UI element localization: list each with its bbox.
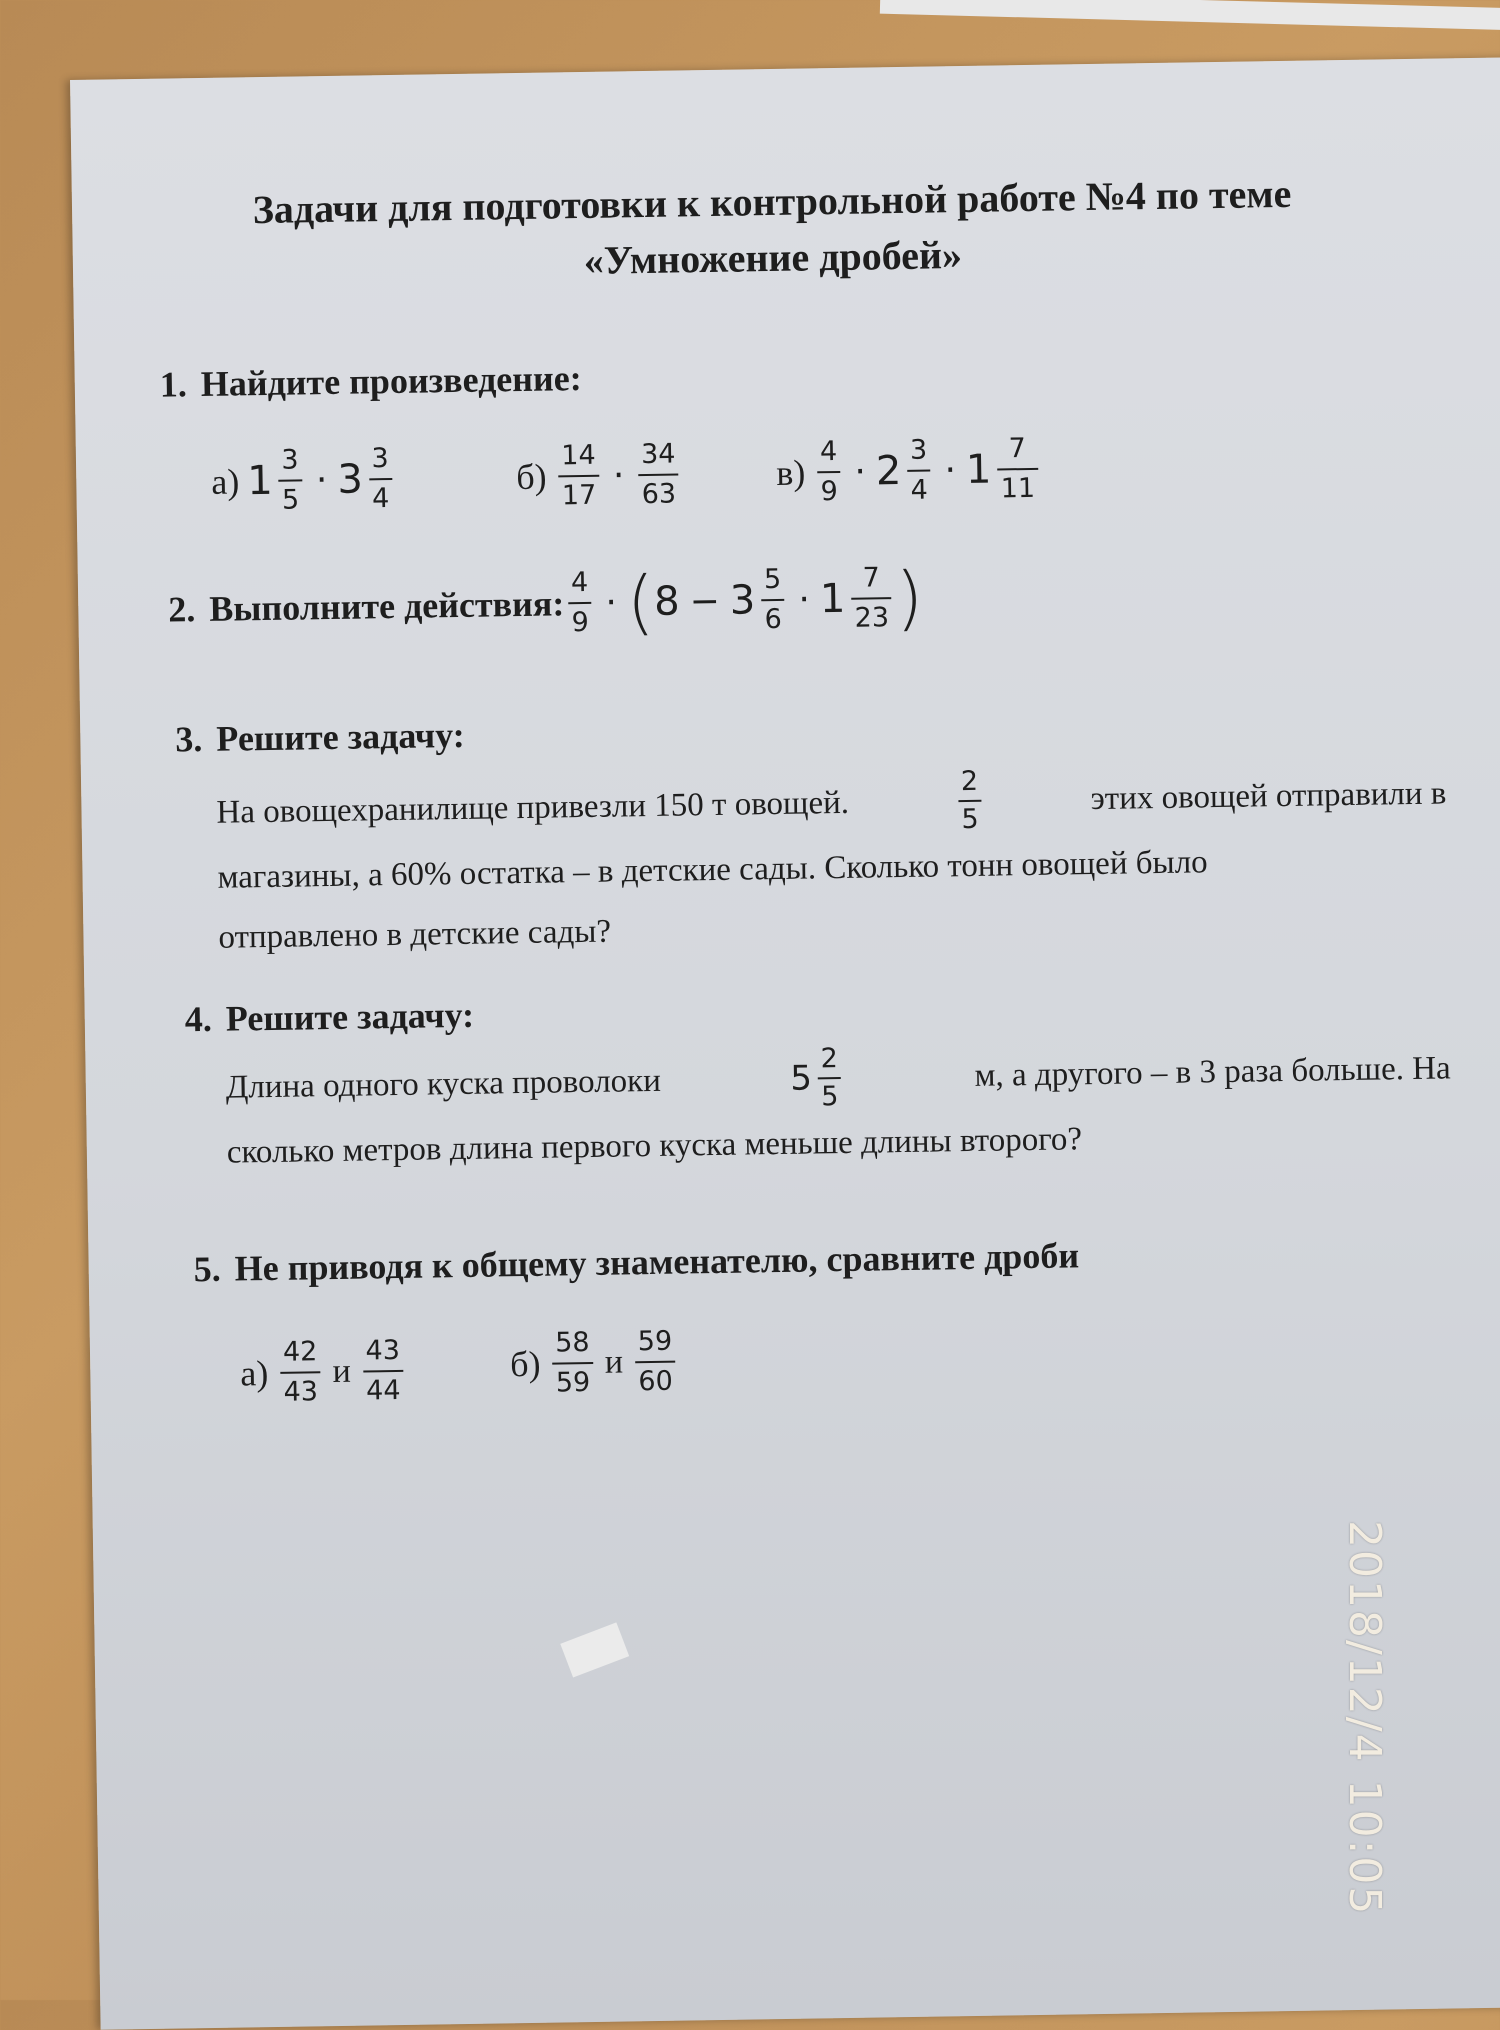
multiply-sign: · bbox=[854, 451, 867, 493]
numerator: 2 bbox=[820, 1043, 839, 1075]
denominator: 9 bbox=[571, 606, 589, 639]
whole-part: 1 bbox=[965, 446, 992, 493]
numerator: 7 bbox=[862, 562, 881, 594]
fraction bbox=[997, 433, 1038, 506]
task-4-text-part-2: м, а другого – в 3 раза больше. На bbox=[974, 1050, 1451, 1094]
fraction bbox=[817, 1044, 841, 1112]
fraction-bar bbox=[958, 800, 981, 802]
title-line-2: «Умножение дробей» bbox=[583, 232, 963, 283]
denominator: 5 bbox=[961, 803, 979, 836]
denominator: 17 bbox=[561, 479, 597, 512]
numerator: 2 bbox=[960, 765, 979, 798]
task-5a-expression bbox=[240, 1335, 408, 1410]
conjunction-and: и bbox=[332, 1352, 352, 1391]
fraction bbox=[635, 1326, 676, 1399]
worksheet-page bbox=[70, 57, 1500, 2029]
fraction-bar bbox=[559, 475, 599, 478]
number-eight: 8 bbox=[653, 578, 681, 625]
fraction bbox=[278, 444, 302, 516]
left-parenthesis: ( bbox=[626, 560, 655, 644]
whole-part: 5 bbox=[789, 1058, 813, 1099]
page-title bbox=[172, 165, 1374, 296]
task-4-mixed-number bbox=[790, 1044, 846, 1113]
numerator: 14 bbox=[561, 439, 596, 472]
task-1b-expression bbox=[516, 438, 684, 513]
denominator: 11 bbox=[1000, 472, 1036, 505]
task-4-text-part-1: Длина одного куска проволоки bbox=[225, 1062, 662, 1106]
task-5-heading bbox=[193, 1234, 1079, 1290]
numerator: 4 bbox=[570, 566, 589, 599]
task-4-line-2: сколько метров длина первого куска меньше длины второго? bbox=[226, 1121, 1083, 1171]
numerator: 58 bbox=[554, 1326, 590, 1359]
task-3-line-2: магазины, а 60% остатка – в детские сады. Сколько тонн овощей было bbox=[217, 844, 1208, 896]
right-parenthesis: ) bbox=[895, 556, 924, 640]
multiply-sign: · bbox=[605, 581, 618, 624]
fraction bbox=[817, 436, 841, 508]
fraction-bar bbox=[907, 470, 930, 472]
task-2-number: 2. bbox=[168, 589, 196, 630]
fraction-bar bbox=[818, 1077, 841, 1079]
whole-part: 2 bbox=[875, 447, 902, 495]
tape-piece bbox=[560, 1622, 629, 1677]
task-5a-label: а) bbox=[240, 1353, 269, 1394]
task-2-heading bbox=[168, 582, 565, 630]
numerator: 42 bbox=[282, 1336, 318, 1368]
task-1-number: 1. bbox=[159, 364, 188, 405]
task-3-heading bbox=[175, 714, 465, 761]
denominator: 9 bbox=[820, 475, 838, 508]
task-3-title: Решите задачу: bbox=[216, 714, 465, 759]
task-4-number: 4. bbox=[184, 998, 213, 1040]
task-4-title: Решите задачу: bbox=[225, 994, 475, 1039]
whole-part: 1 bbox=[246, 457, 274, 505]
task-3-text-part-1: На овощехранилище привезли 150 т овощей. bbox=[216, 784, 850, 831]
task-2-title: Выполните действия: bbox=[209, 583, 565, 629]
fraction-bar bbox=[363, 1370, 403, 1373]
multiply-sign: · bbox=[612, 454, 625, 497]
numerator: 4 bbox=[819, 435, 838, 468]
numerator: 34 bbox=[640, 438, 676, 471]
fraction bbox=[552, 1327, 593, 1400]
conjunction-and: и bbox=[604, 1343, 624, 1381]
paper-scrap bbox=[880, 0, 1500, 30]
task-3-text-part-2: этих овощей отправили в bbox=[1090, 775, 1447, 818]
denominator: 4 bbox=[371, 483, 390, 515]
fraction bbox=[958, 767, 982, 835]
task-4-heading bbox=[184, 994, 474, 1041]
fraction-bar bbox=[761, 599, 784, 601]
denominator: 5 bbox=[820, 1081, 839, 1113]
denominator: 60 bbox=[638, 1365, 673, 1398]
numerator: 43 bbox=[365, 1334, 401, 1367]
numerator: 7 bbox=[1008, 433, 1027, 465]
task-3-number: 3. bbox=[175, 719, 203, 760]
fraction bbox=[761, 564, 785, 636]
denominator: 5 bbox=[281, 484, 300, 516]
fraction-bar bbox=[568, 602, 591, 604]
photo-timestamp: 2018/12/4 10:05 bbox=[1339, 1520, 1390, 1917]
denominator: 63 bbox=[641, 478, 677, 511]
fraction bbox=[280, 1336, 321, 1409]
fraction-bar bbox=[553, 1362, 593, 1365]
fraction bbox=[362, 1335, 403, 1408]
denominator: 43 bbox=[283, 1376, 319, 1408]
fraction-bar bbox=[997, 468, 1037, 471]
task-5b-label: б) bbox=[509, 1343, 541, 1385]
fraction bbox=[368, 443, 392, 515]
fraction bbox=[907, 435, 931, 507]
fraction bbox=[851, 562, 892, 635]
fraction-bar bbox=[638, 473, 678, 476]
whole-part: 1 bbox=[819, 575, 846, 623]
task-3-line-3: отправлено в детские сады? bbox=[218, 913, 612, 956]
multiply-sign: · bbox=[944, 449, 957, 491]
fraction-bar bbox=[851, 597, 891, 600]
denominator: 4 bbox=[910, 474, 929, 506]
fraction bbox=[558, 440, 599, 513]
numerator: 3 bbox=[909, 434, 928, 466]
task-2-row bbox=[168, 556, 924, 646]
denominator: 23 bbox=[854, 602, 890, 634]
task-5-title: Не приводя к общему знаменателю, сравните дроби bbox=[234, 1235, 1080, 1289]
task-5b-expression bbox=[510, 1326, 680, 1401]
numerator: 3 bbox=[371, 443, 389, 475]
task-1a-label: а) bbox=[211, 461, 240, 502]
fraction bbox=[638, 438, 679, 511]
task-4-text bbox=[225, 1033, 1452, 1182]
whole-part: 3 bbox=[729, 577, 756, 624]
fraction-bar bbox=[280, 1371, 320, 1374]
task-5-number: 5. bbox=[193, 1248, 222, 1290]
denominator: 6 bbox=[764, 603, 783, 636]
task-1-title: Найдите произведение: bbox=[200, 358, 582, 404]
fraction-bar bbox=[279, 479, 302, 481]
task-3-text bbox=[216, 758, 1449, 967]
multiply-sign: · bbox=[798, 578, 811, 621]
multiply-sign: · bbox=[315, 459, 328, 501]
minus-sign: − bbox=[689, 580, 721, 622]
denominator: 59 bbox=[555, 1366, 591, 1399]
fraction-bar bbox=[817, 471, 840, 473]
numerator: 5 bbox=[763, 563, 782, 596]
title-line-1: Задачи для подготовки к контрольной работе №4 по теме bbox=[252, 170, 1292, 233]
numerator: 59 bbox=[637, 1325, 673, 1358]
task-1a-expression bbox=[211, 443, 397, 518]
numerator: 3 bbox=[281, 444, 299, 476]
fraction-bar bbox=[369, 478, 392, 480]
whole-part: 3 bbox=[337, 456, 364, 503]
task-1c-expression bbox=[776, 433, 1043, 509]
fraction bbox=[568, 567, 592, 639]
task-1c-label: в) bbox=[775, 452, 806, 493]
task-1-heading bbox=[159, 357, 582, 406]
task-1b-label: б) bbox=[515, 456, 547, 498]
fraction-bar bbox=[635, 1361, 675, 1364]
denominator: 44 bbox=[365, 1374, 401, 1407]
